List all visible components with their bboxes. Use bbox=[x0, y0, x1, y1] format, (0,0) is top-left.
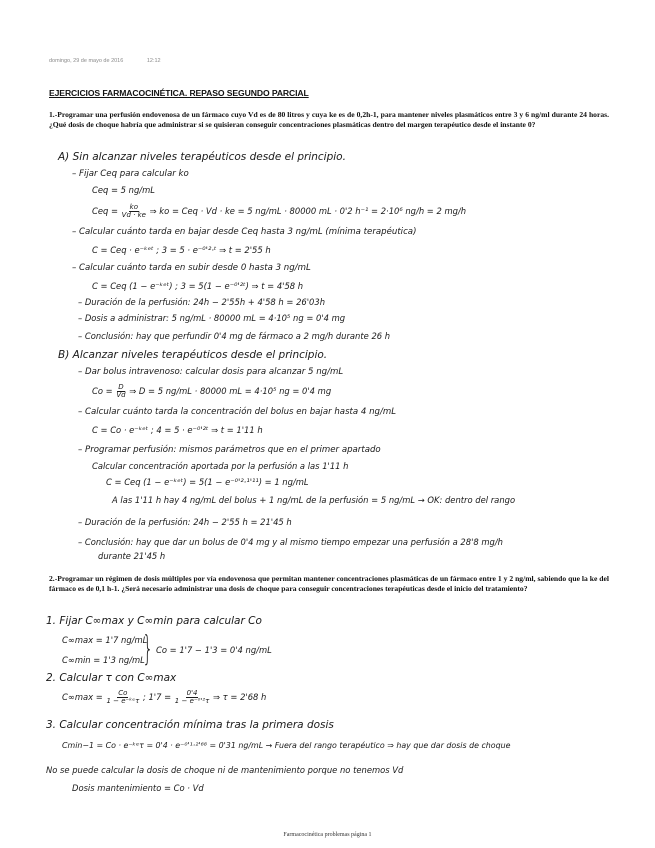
note-line: Calcular concentración aportada por la perfusión a las 1'11 h bbox=[92, 461, 349, 471]
note-equation bbox=[62, 690, 266, 705]
note-a-heading: A) Sin alcanzar niveles terapéuticos desde el principio. bbox=[58, 151, 346, 163]
note-line: Ceq = 5 ng/mL bbox=[92, 185, 155, 195]
eq-part: C∞max = bbox=[62, 692, 103, 702]
header-date: domingo, 29 de mayo de 2016 bbox=[49, 58, 124, 64]
eq-part: Ceq = bbox=[92, 206, 118, 216]
eq-part: Co = bbox=[92, 386, 113, 396]
numerator: ko bbox=[129, 203, 138, 211]
note-line: C∞max = 1'7 ng/mL bbox=[62, 635, 148, 645]
note-line: – Duración de la perfusión: 24h − 2'55 h = 21'45 h bbox=[78, 517, 292, 527]
note-line: A las 1'11 h hay 4 ng/mL del bolus + 1 ng/mL de la perfusión = 5 ng/mL → OK: dentro del rango bbox=[112, 495, 516, 505]
denominator: 1 − e⁻ᵏᵉτ bbox=[106, 697, 140, 705]
eq-part: ⇒ ko = Ceq · Vd · ke = 5 ng/mL · 80000 mL · 0'2 h⁻¹ = 2·10⁶ ng/h = 2 mg/h bbox=[149, 206, 467, 216]
page-title: EJERCICIOS FARMACOCINÉTICA. REPASO SEGUNDO PARCIAL bbox=[49, 88, 309, 98]
brace: } bbox=[142, 629, 154, 669]
note-line: C = Ceq · e⁻ᵏᵉᵗ ; 3 = 5 · e⁻⁰'²·ᵗ ⇒ t = 2'55 h bbox=[92, 245, 271, 255]
note-equation bbox=[92, 204, 466, 219]
note-line: – Calcular cuánto tarda la concentración del bolus en bajar hasta 4 ng/mL bbox=[78, 407, 397, 417]
question-1: 1.-Programar una perfusión endovenosa de un fármaco cuyo Vd es de 80 litros y cuya ke es de 0,2h-1, para mantener niveles plasmáticos entre 3 y 6 ng/ml durante 24 horas. ¿Qué dosis de choque habría que administrar si se quisieran conseguir concentraciones plasmáticas dentro del margen terapéutico desde el instante 0? bbox=[49, 110, 609, 129]
note-line: – Dar bolus intravenoso: calcular dosis para alcanzar 5 ng/mL bbox=[78, 367, 344, 377]
note-line: – Calcular cuánto tarda en subir desde 0 hasta 3 ng/mL bbox=[72, 263, 311, 273]
fraction bbox=[116, 384, 125, 399]
note-line: – Dosis a administrar: 5 ng/mL · 80000 mL = 4·10⁵ ng = 0'4 mg bbox=[78, 313, 346, 323]
note-line: 1. Fijar C∞max y C∞min para calcular Co bbox=[46, 615, 262, 627]
note-line: – Conclusión: hay que dar un bolus de 0'4 mg y al mismo tiempo empezar una perfusión a 28'8 mg/h bbox=[78, 537, 503, 547]
fraction bbox=[106, 690, 139, 705]
denominator: 1 − e⁻⁰'²τ bbox=[174, 697, 210, 705]
note-line: – Programar perfusión: mismos parámetros que en el primer apartado bbox=[78, 445, 381, 455]
note-line: durante 21'45 h bbox=[98, 551, 166, 561]
note-line: – Calcular cuánto tarda en bajar desde Ceq hasta 3 ng/mL (mínima terapéutica) bbox=[72, 227, 417, 237]
note-line: No se puede calcular la dosis de choque ni de mantenimiento porque no tenemos Vd bbox=[46, 765, 404, 775]
page-header bbox=[49, 58, 183, 64]
page-footer: Farmacocinética problemas página 1 bbox=[283, 832, 372, 838]
fraction bbox=[175, 690, 210, 705]
fraction bbox=[122, 204, 146, 219]
note-line: Cmin−1 = Co · e⁻ᵏᵉτ = 0'4 · e⁻⁰'¹·²'⁶⁸ = 0'31 ng/mL → Fuera del rango terapéutico ⇒ hay que dar dosis de choque bbox=[62, 741, 511, 750]
note-line: Dosis mantenimiento = Co · Vd bbox=[72, 783, 204, 793]
numerator: 0'4 bbox=[186, 689, 198, 697]
eq-part: ; 1'7 = bbox=[143, 692, 172, 702]
note-line: 2. Calcular τ con C∞max bbox=[46, 672, 177, 684]
note-line: Co = 1'7 − 1'3 = 0'4 ng/mL bbox=[156, 645, 272, 655]
numerator: Co bbox=[118, 689, 128, 697]
question-2: 2.-Programar un régimen de dosis múltiples por vía endovenosa que permitan mantener concentraciones plasmáticas de un fármaco entre 1 y 2 ng/ml, sabiendo que la ke del fármaco es de 0,1 h-1. ¿Será necesario administrar una dosis de choque para conseguir concentraciones terapéuticas desde el inicio del tratamiento? bbox=[49, 574, 609, 593]
note-equation bbox=[92, 384, 331, 399]
numerator: D bbox=[118, 383, 124, 391]
note-line: C = Ceq (1 − e⁻ᵏᵉᵗ) = 5(1 − e⁻⁰'²·¹'¹¹) = 1 ng/mL bbox=[106, 477, 309, 487]
denominator: Vd bbox=[116, 391, 126, 399]
note-line: – Conclusión: hay que perfundir 0'4 mg de fármaco a 2 mg/h durante 26 h bbox=[78, 331, 391, 341]
note-line: C = Ceq (1 − e⁻ᵏᵉᵗ) ; 3 = 5(1 − e⁻⁰'²ᵗ) ⇒ t = 4'58 h bbox=[92, 281, 304, 291]
note-b-heading: B) Alcanzar niveles terapéuticos desde el principio. bbox=[58, 349, 328, 361]
note-line: 3. Calcular concentración mínima tras la primera dosis bbox=[46, 719, 334, 731]
note-line: C∞min = 1'3 ng/mL bbox=[62, 655, 145, 665]
note-line: – Duración de la perfusión: 24h − 2'55h + 4'58 h = 26'03h bbox=[78, 297, 326, 307]
note-line: C = Co · e⁻ᵏᵉᵗ ; 4 = 5 · e⁻⁰'²ᵗ ⇒ t = 1'11 h bbox=[92, 425, 263, 435]
header-time: 12:12 bbox=[146, 58, 161, 64]
eq-part: ⇒ D = 5 ng/mL · 80000 mL = 4·10⁵ ng = 0'4 mg bbox=[129, 386, 332, 396]
note-line: – Fijar Ceq para calcular ko bbox=[72, 169, 189, 179]
eq-part: ⇒ τ = 2'68 h bbox=[213, 692, 267, 702]
denominator: Vd · ke bbox=[121, 211, 146, 219]
